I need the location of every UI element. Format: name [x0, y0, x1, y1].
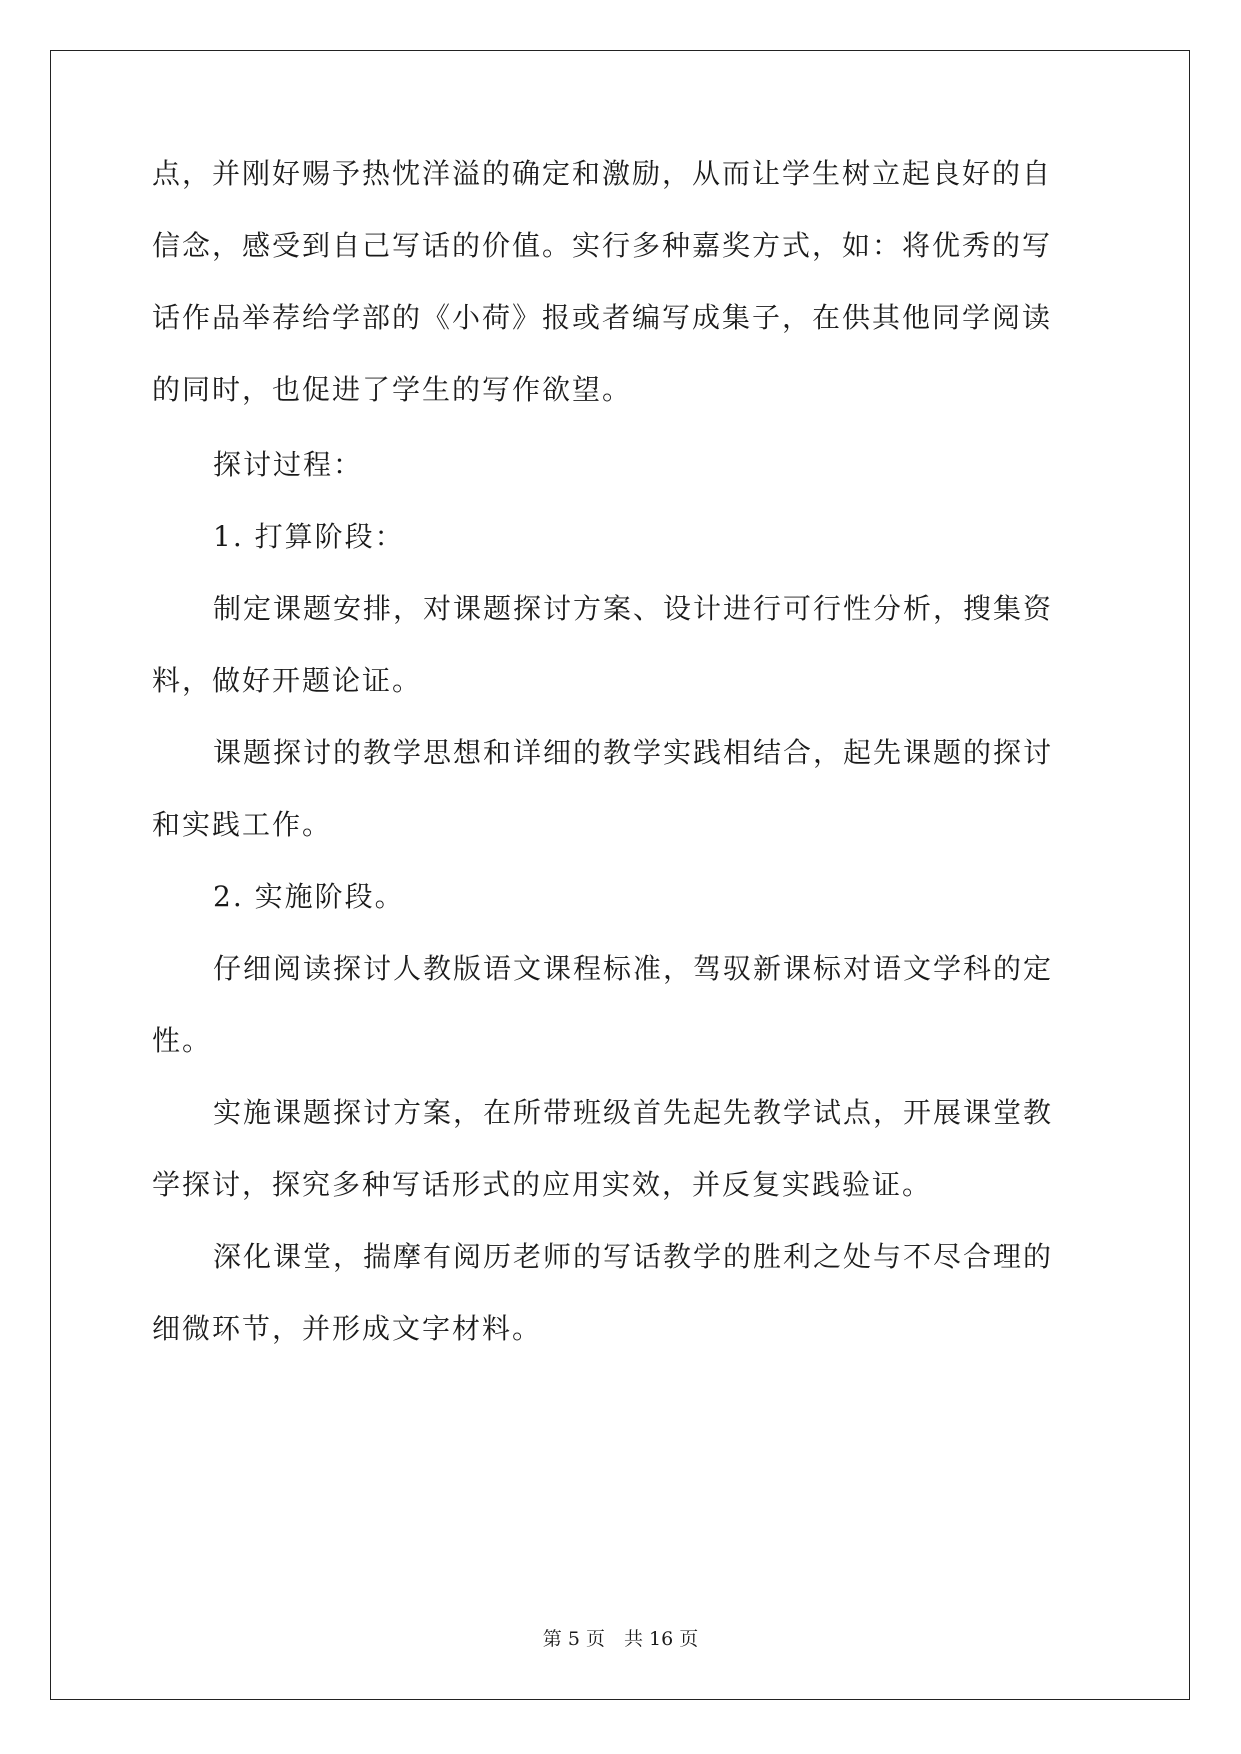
body-line: 仔细阅读探讨人教版语文课程标准，驾驭新课标对语文学科的定	[213, 952, 1054, 985]
page-border	[50, 50, 1190, 1700]
body-line: 学探讨，探究多种写话形式的应用实效，并反复实践验证。	[152, 1168, 933, 1201]
body-line: 制定课题安排，对课题探讨方案、设计进行可行性分析，搜集资	[213, 592, 1054, 625]
body-line: 细微环节，并形成文字材料。	[152, 1312, 543, 1345]
body-line: 和实践工作。	[152, 808, 333, 841]
subsection-heading: 2. 实施阶段。	[213, 880, 405, 913]
page-number-footer: 第 5 页 共 16 页	[542, 1628, 699, 1650]
body-line: 性。	[152, 1024, 213, 1057]
body-line: 话作品举荐给学部的《小荷》报或者编写成集子，在供其他同学阅读	[152, 301, 1053, 334]
section-heading: 探讨过程：	[213, 448, 364, 481]
body-line: 料，做好开题论证。	[152, 664, 423, 697]
body-line: 点，并刚好赐予热忱洋溢的确定和激励，从而让学生树立起良好的自	[152, 157, 1053, 190]
body-line: 实施课题探讨方案，在所带班级首先起先教学试点，开展课堂教	[213, 1096, 1054, 1129]
body-line: 深化课堂，揣摩有阅历老师的写话教学的胜利之处与不尽合理的	[213, 1240, 1054, 1273]
body-line: 的同时，也促进了学生的写作欲望。	[152, 373, 633, 406]
subsection-heading: 1. 打算阶段：	[213, 520, 405, 553]
body-line: 课题探讨的教学思想和详细的教学实践相结合，起先课题的探讨	[213, 736, 1054, 769]
body-line: 信念，感受到自己写话的价值。实行多种嘉奖方式，如：将优秀的写	[152, 229, 1053, 262]
